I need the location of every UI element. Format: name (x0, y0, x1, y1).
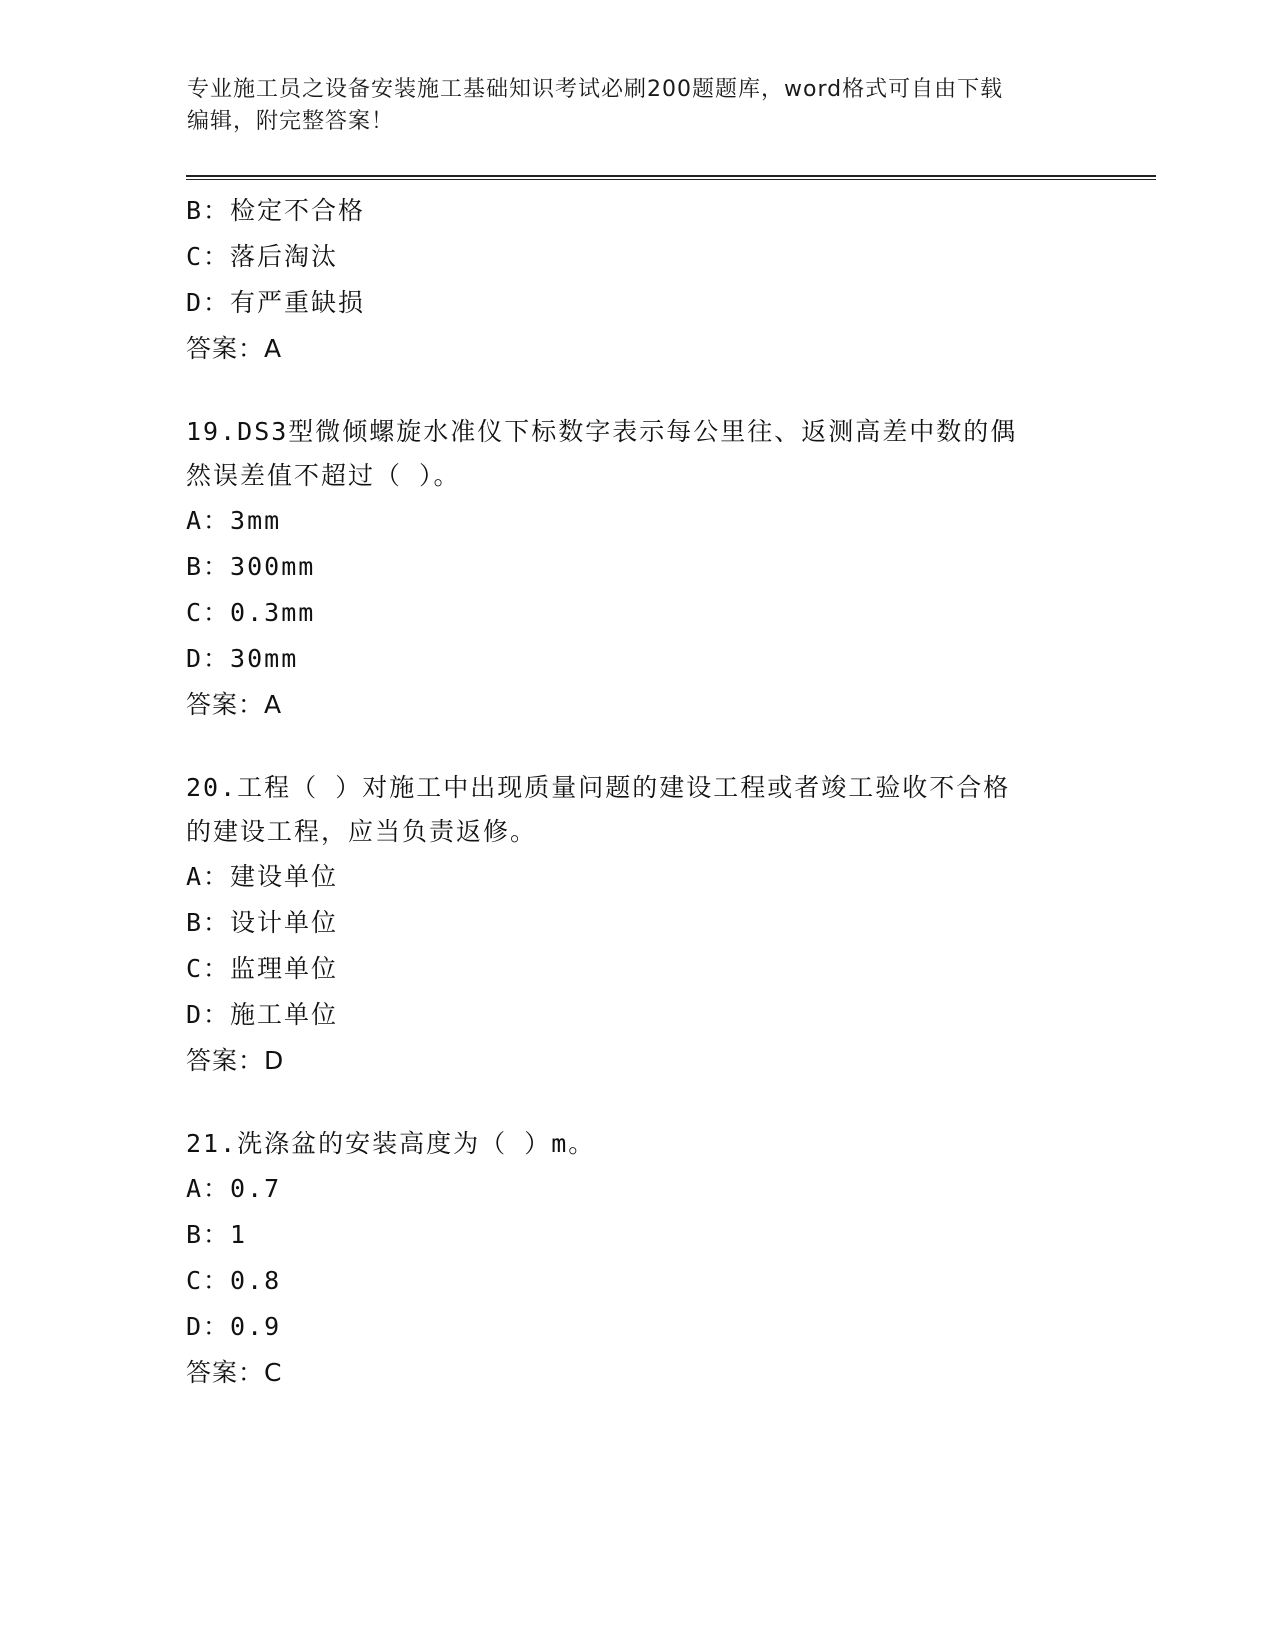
question-spacer (186, 728, 1086, 766)
option-b: B：检定不合格 (186, 196, 366, 225)
option-b: B：300mm (186, 552, 316, 581)
option-d: D：30mm (186, 644, 299, 673)
question-text-line-1: 20.工程（ ）对施工中出现质量问题的建设工程或者竣工验收不合格 (186, 773, 1011, 802)
question-spacer (186, 372, 1086, 410)
question-19-block (186, 410, 1086, 728)
question-20-block (186, 766, 1086, 1084)
answer-line: 答案：C (186, 1358, 283, 1387)
header-title-line-1: 专业施工员之设备安装施工基础知识考试必刷200题题库，word格式可自由下载 (187, 77, 1004, 102)
header-divider (186, 175, 1156, 180)
option-c: C：监理单位 (186, 954, 339, 983)
option-c: C：落后淘汰 (186, 242, 339, 271)
question-18-block (186, 188, 1086, 372)
option-d: D：施工单位 (186, 1000, 339, 1029)
question-text-line-2: 然误差值不超过（ ）。 (186, 461, 461, 490)
question-21-text (186, 1122, 1066, 1166)
answer-line: 答案：A (186, 334, 283, 363)
option-a: A：建设单位 (186, 862, 339, 891)
question-text-line-1: 19.DS3型微倾螺旋水准仪下标数字表示每公里往、返测高差中数的偶 (186, 417, 1018, 446)
option-d: D：0.9 (186, 1312, 282, 1341)
header-title-line-2: 编辑，附完整答案！ (187, 109, 395, 134)
question-text-line-2: 的建设工程，应当负责返修。 (186, 817, 538, 846)
question-list (186, 188, 1086, 1396)
question-21-block (186, 1122, 1086, 1396)
question-text-line-1: 21.洗涤盆的安装高度为（ ）m。 (186, 1129, 596, 1158)
question-spacer (186, 1084, 1086, 1122)
question-20-text (186, 766, 1066, 854)
option-d: D：有严重缺损 (186, 288, 366, 317)
option-b: B：设计单位 (186, 908, 339, 937)
document-header (187, 74, 1067, 138)
option-c: C：0.8 (186, 1266, 282, 1295)
question-19-text (186, 410, 1066, 498)
answer-line: 答案：D (186, 1046, 285, 1075)
answer-line: 答案：A (186, 690, 283, 719)
option-a: A：0.7 (186, 1174, 282, 1203)
option-c: C：0.3mm (186, 598, 316, 627)
option-b: B：1 (186, 1220, 248, 1249)
option-a: A：3mm (186, 506, 282, 535)
